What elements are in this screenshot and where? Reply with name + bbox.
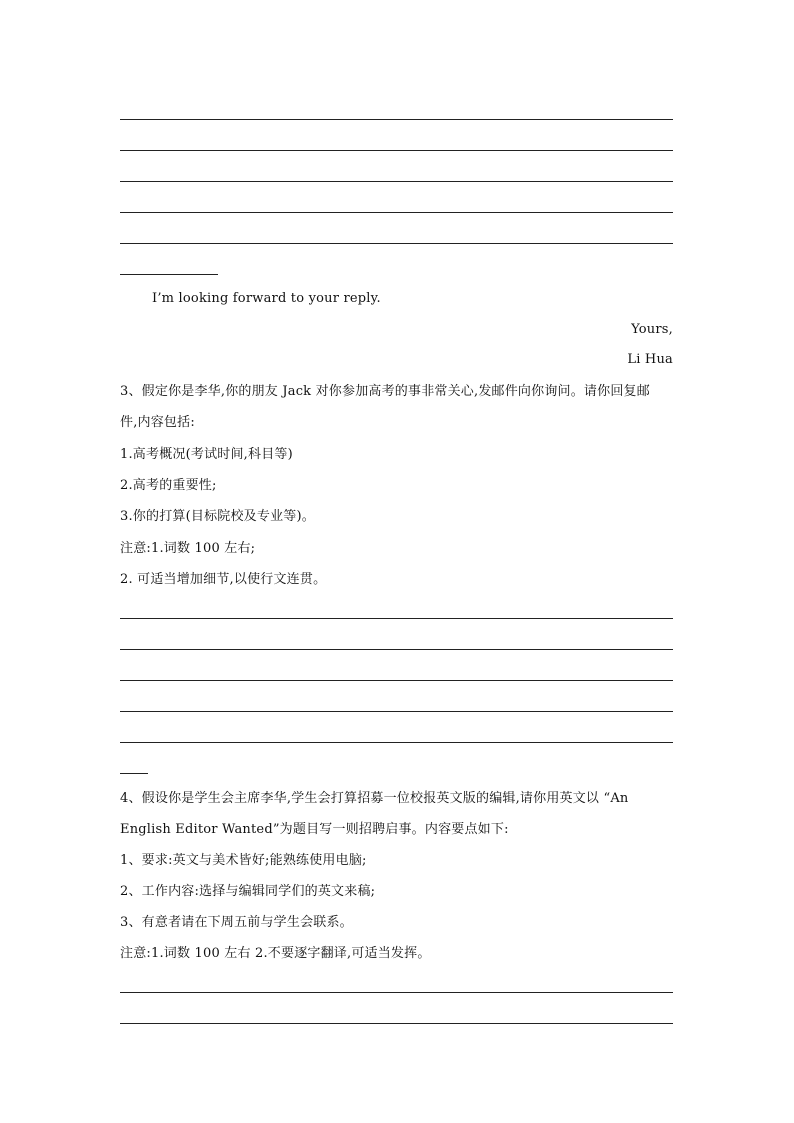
answer-line [120, 1023, 673, 1024]
answer-line-short [120, 274, 218, 275]
task4-point3: 3、有意者请在下周五前与学生会联系。 [120, 915, 353, 930]
answer-line [120, 680, 673, 681]
answer-line [120, 119, 673, 120]
answer-line [120, 212, 673, 213]
task3-point1: 1.高考概况(考试时间,科目等) [120, 447, 293, 462]
task3-note2: 2. 可适当增加细节,以使行文连贯。 [120, 572, 327, 587]
task3-prompt-line2: 件,内容包括: [120, 415, 195, 430]
answer-line [120, 992, 673, 993]
task3-note1: 注意:1.词数 100 左右; [120, 541, 256, 556]
answer-line [120, 150, 673, 151]
task3-point3: 3.你的打算(目标院校及专业等)。 [120, 509, 315, 524]
task4-prompt-line2: English Editor Wanted”为题目写一则招聘启事。内容要点如下: [120, 822, 509, 837]
task3-prompt-line1: 3、假定你是李华,你的朋友 Jack 对你参加高考的事非常关心,发邮件向你询问。请你回复邮 [120, 384, 650, 399]
task4-note: 注意:1.词数 100 左右 2.不要逐字翻译,可适当发挥。 [120, 946, 431, 961]
answer-line [120, 181, 673, 182]
answer-line-short [120, 773, 148, 774]
task4-prompt-line1: 4、假设你是学生会主席李华,学生会打算招募一位校报英文版的编辑,请你用英文以 “An [120, 791, 629, 806]
closing-sign-off: Yours, [631, 322, 673, 337]
answer-line [120, 618, 673, 619]
closing-reply-line: I’m looking forward to your reply. [152, 291, 381, 306]
task3-point2: 2.高考的重要性; [120, 478, 217, 493]
answer-line [120, 711, 673, 712]
answer-line [120, 243, 673, 244]
closing-signature: Li Hua [627, 352, 673, 367]
answer-line [120, 649, 673, 650]
task4-point1: 1、要求:英文与美术皆好;能熟练使用电脑; [120, 853, 367, 868]
answer-line [120, 742, 673, 743]
task4-point2: 2、工作内容:选择与编辑同学们的英文来稿; [120, 884, 376, 899]
